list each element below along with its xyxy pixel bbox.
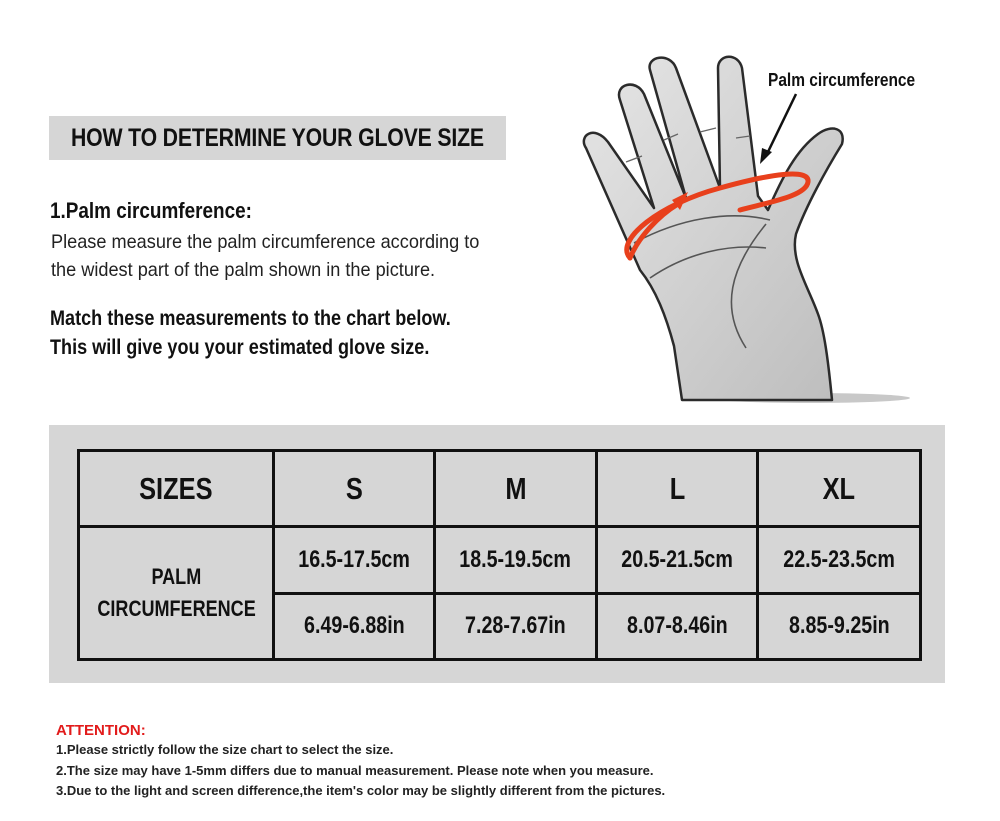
cm-value-xl: 22.5-23.5cm	[758, 527, 921, 593]
instructions-line: Please measure the palm circumference according to	[51, 231, 480, 253]
instructions	[51, 228, 479, 284]
section-title: 1.Palm circumference:	[50, 198, 252, 223]
page-title: HOW TO DETERMINE YOUR GLOVE SIZE	[71, 123, 484, 152]
table-header-row	[79, 451, 921, 527]
in-value-l: 8.07-8.46in	[597, 593, 758, 659]
cm-value-l: 20.5-21.5cm	[597, 527, 758, 593]
hand-illustration	[570, 48, 990, 408]
pointer-arrow	[766, 94, 796, 156]
cm-value-m: 18.5-19.5cm	[435, 527, 597, 593]
table-row-cm	[79, 527, 921, 593]
attention-note: 3.Due to the light and screen difference,the item's color may be slightly different from the pictures.	[56, 783, 666, 798]
size-header-l: L	[597, 451, 758, 527]
instructions-line: the widest part of the palm shown in the picture.	[51, 259, 436, 281]
in-value-m: 7.28-7.67in	[435, 593, 597, 659]
heading-banner	[49, 116, 506, 160]
size-chart-table	[77, 449, 922, 661]
in-value-xl: 8.85-9.25in	[758, 593, 921, 659]
size-header-xl: XL	[758, 451, 921, 527]
palm-circumference-label: Palm circumference	[768, 70, 916, 90]
match-note-line: This will give you your estimated glove size.	[50, 336, 430, 359]
palm-circumference-row-label: PALM CIRCUMFERENCE	[79, 527, 274, 660]
sizes-header: SIZES	[79, 451, 274, 527]
pointer-arrowhead	[760, 148, 772, 164]
in-value-s: 6.49-6.88in	[274, 593, 435, 659]
attention-note: 2.The size may have 1-5mm differs due to manual measurement. Please note when you measure.	[56, 762, 654, 778]
hand-shape	[584, 57, 843, 400]
match-note-line: Match these measurements to the chart below.	[50, 307, 451, 330]
cm-value-s: 16.5-17.5cm	[274, 527, 435, 593]
attention-title: ATTENTION:	[56, 722, 146, 739]
size-header-s: S	[274, 451, 435, 527]
attention-note: 1.Please strictly follow the size chart to select the size.	[56, 742, 394, 757]
size-header-m: M	[435, 451, 597, 527]
match-note	[50, 304, 451, 362]
attention-notes	[56, 740, 665, 802]
